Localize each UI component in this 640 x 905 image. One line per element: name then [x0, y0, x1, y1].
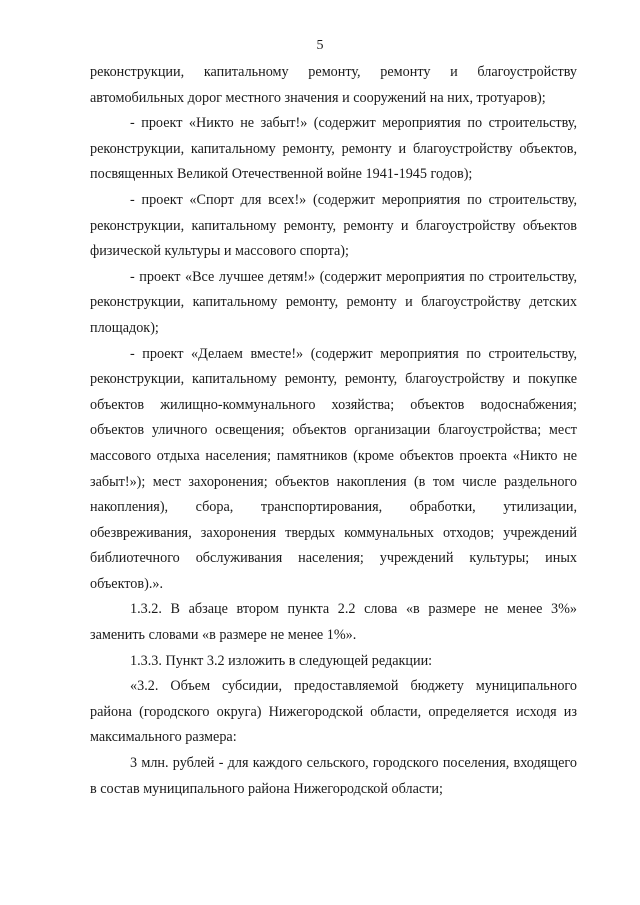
- paragraph-subsidy-amount: 3 млн. рублей - для каждого сельского, городского поселения, входящего в состав муниципального района Нижегородской области;: [90, 755, 577, 797]
- paragraph-project-sport-dlya-vseh: - проект «Спорт для всех!» (содержит мероприятия по строительству, реконструкции, капитальному ремонту, ремонту и благоустройству объектов физической культуры и массового спорта);: [90, 191, 577, 260]
- page-number: 5: [316, 38, 324, 53]
- paragraph-project-delaem-vmeste: - проект «Делаем вместе!» (содержит мероприятия по строительству, реконструкции, капитальному ремонту, ремонту, благоустройству и покупке объектов жилищно-коммунального хозяйства; объектов водоснабжения; объектов уличного освещения; объектов организации благоустройства; мест массового отдыха населения; памятников (кроме объектов проекта «Никто не забыт!»); мест захоронения; объектов накопления (в том числе раздельного накопления), сбора, транспортирования, обработки, утилизации, обезвреживания, захоронения твердых коммунальных отходов; учреждений библиотечного обслуживания населения; учреждений культуры; иных объектов).».: [90, 345, 577, 592]
- paragraph-project-nikto-ne-zabyt: - проект «Никто не забыт!» (содержит мероприятия по строительству, реконструкции, капитальному ремонту, ремонту и благоустройству объектов, посвященных Великой Отечественной войне 1941-1945 годов);: [90, 115, 577, 183]
- paragraph-clause-1-3-3: 1.3.3. Пункт 3.2 изложить в следующей редакции:: [130, 652, 433, 669]
- paragraph-clause-3-2: «3.2. Объем субсидии, предоставляемой бюджету муниципального района (городского округа) Нижегородской области, определяется исходя из максимального размера:: [90, 678, 577, 746]
- document-body: [90, 60, 577, 802]
- paragraph-clause-1-3-2: 1.3.2. В абзаце втором пункта 2.2 слова «в размере не менее 3%» заменить словами «в размере не менее 1%».: [90, 601, 577, 644]
- paragraph-road-construction: реконструкции, капитальному ремонту, ремонту и благоустройству автомобильных дорог местного значения и сооружений на них, тротуаров);: [90, 64, 577, 106]
- paragraph-project-vse-luchshee-detyam: - проект «Все лучшее детям!» (содержит мероприятия по строительству, реконструкции, капитальному ремонту, ремонту и благоустройству детских площадок);: [90, 268, 577, 336]
